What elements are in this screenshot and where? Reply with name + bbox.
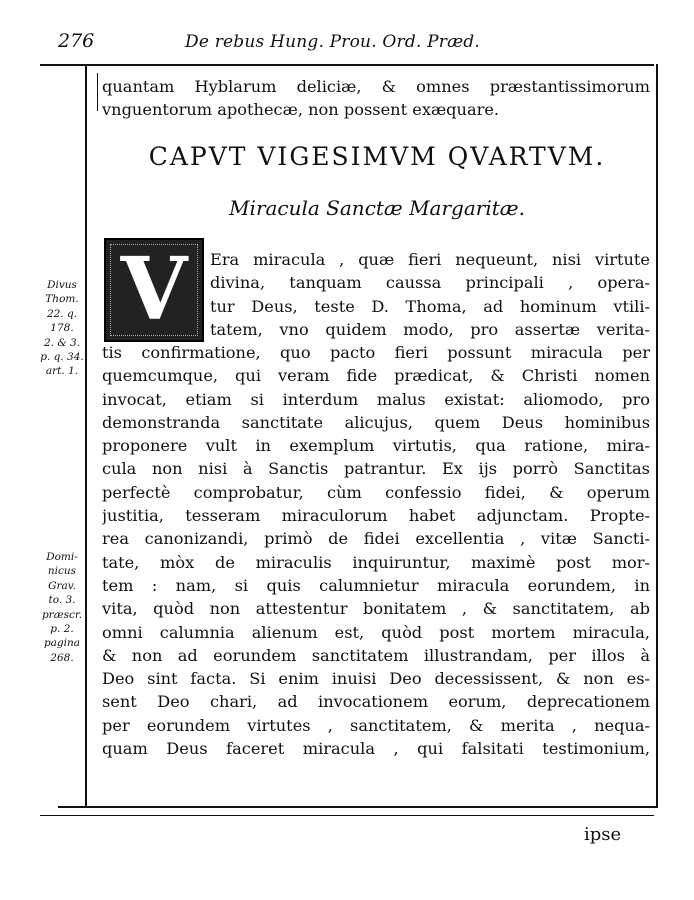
left-column-rule xyxy=(85,64,87,807)
margin-note-dominicus xyxy=(38,550,86,665)
text-line: vnguentorum apothecæ, non possent exæquare. xyxy=(102,100,500,120)
text-line: per eorundem virtutes , sanctitatem, & merita , nequa- xyxy=(102,715,650,735)
margin-note-line: 22. q. xyxy=(46,307,78,320)
text-line: quantam Hyblarum deliciæ, & omnes præstantissimorum xyxy=(102,77,650,96)
chapter-subtitle: Miracula Sanctæ Margaritæ. xyxy=(229,196,525,220)
text-line: perfectè comprobatur, cùm confessio fidei, & operum xyxy=(102,482,650,502)
margin-note-line: Grav. xyxy=(48,579,76,592)
text-line: rea canonizandi, primò de fidei excellentia , vitæ Sancti- xyxy=(102,529,650,549)
page-number: 276 xyxy=(58,30,95,52)
footer-rule xyxy=(58,806,658,808)
text-line: & non ad eorundem sanctitatem illustrandam, per illos à xyxy=(102,645,650,665)
catchword: ipse xyxy=(584,824,622,845)
margin-note-line: Domi- xyxy=(46,551,78,563)
text-line: tis confirmatione, quo pacto fieri possunt miracula per xyxy=(102,343,650,362)
margin-note-line: pagina xyxy=(43,637,81,650)
margin-note-line: Thom. xyxy=(45,293,79,306)
text-line: divina, tanquam caussa principali , opera- xyxy=(210,273,650,293)
text-line: demonstranda sanctitate alicujus, quem Deus hominibus xyxy=(102,412,650,432)
text-line: cula non nisi à Sanctis patrantur. Ex ijs porrò Sanctitas xyxy=(102,459,650,479)
margin-note-line: art. 1. xyxy=(45,365,79,378)
margin-note-line: p. q. 34. xyxy=(40,351,84,364)
text-line: omni calumnia alienum est, quòd post mortem miracula, xyxy=(102,622,650,642)
text-line: invocat, etiam si interdum malus existat: aliomodo, pro xyxy=(102,389,650,409)
text-line: sent Deo chari, ad invocationem eorum, deprecationem xyxy=(102,692,650,712)
text-line: tatem, vno quidem modo, pro assertæ verita- xyxy=(210,319,650,339)
text-line: tate, mòx de miraculis inquiruntur, maximè post mor- xyxy=(102,552,650,572)
intro-text xyxy=(102,75,650,122)
text-line: Deo sint facta. Si enim inuisi Deo decessissent, & non es- xyxy=(102,669,650,689)
margin-note-line: 268. xyxy=(50,651,74,664)
drop-cap-letter: V xyxy=(120,239,188,340)
body-text xyxy=(102,341,650,760)
margin-note-line: Divus xyxy=(47,279,77,291)
text-line: quam Deus faceret miracula , qui falsitati testimonium, xyxy=(102,739,650,759)
running-head: De rebus Hung. Prou. Ord. Præd. xyxy=(185,32,480,52)
margin-note-aquinas xyxy=(38,278,86,379)
text-line: quemcumque, qui veram fide prædicat, & Christi nomen xyxy=(102,366,650,386)
header-rule xyxy=(40,64,654,66)
margin-note-line: 178. xyxy=(50,322,74,335)
ornamental-drop-cap xyxy=(104,238,204,342)
continuation-rule xyxy=(97,73,98,111)
margin-note-line: to. 3. xyxy=(48,594,76,607)
margin-note-line: præscr. xyxy=(41,608,83,621)
text-line: vita, quòd non attestentur bonitatem , & sanctitatem, ab xyxy=(102,599,650,619)
margin-note-line: p. 2. xyxy=(50,623,74,636)
chapter-title: CAPVT VIGESIMVM QVARTVM. xyxy=(148,142,606,171)
right-column-rule xyxy=(656,64,658,807)
text-line: proponere vult in exemplum virtutis, qua ratione, mira- xyxy=(102,436,650,456)
margin-note-line: nicus xyxy=(47,565,77,578)
footer-rule-outer xyxy=(40,815,654,816)
margin-note-line: 2. & 3. xyxy=(43,336,81,349)
text-line: tem : nam, si quis calumnietur miracula eorundem, in xyxy=(102,575,650,595)
text-line: tur Deus, teste D. Thoma, ad hominum vtili- xyxy=(210,296,650,316)
text-line: Era miracula , quæ fieri nequeunt, nisi virtute xyxy=(210,250,650,269)
drop-cap-text xyxy=(210,248,650,341)
text-line: justitia, tesseram miraculorum habet adjunctam. Propte- xyxy=(102,506,650,526)
